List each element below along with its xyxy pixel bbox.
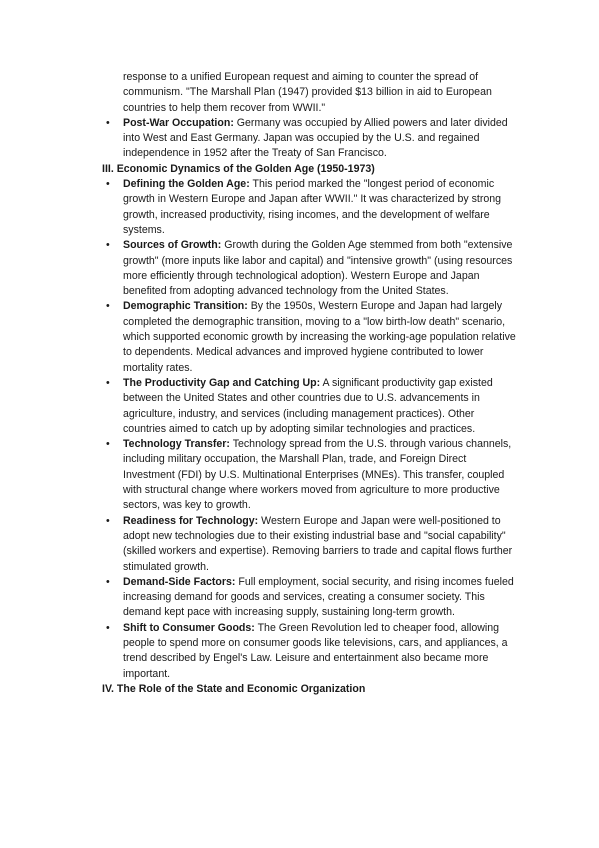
section-heading-iii: III. Economic Dynamics of the Golden Age (1950-1973): [102, 162, 375, 175]
section2-bullet-list: [102, 116, 518, 162]
bullet-icon: •: [106, 621, 110, 634]
section-heading-iv: IV. The Role of the State and Economic Organization: [102, 682, 366, 695]
bullet-text: By the 1950s, Western Europe and Japan had largely completed the demographic transition, moving to a "low birth-low death" scenario, which supported economic growth by increasing the working-age population relative to dependents. Medical advances and improved hygiene contributed to lower mortality rates.: [123, 300, 516, 374]
bullet-demographic-transition: [102, 299, 518, 375]
bullet-text: This period marked the "longest period of economic growth in Western Europe and Japan after WWII." It was characterized by strong growth, increased productivity, rising incomes, and the development of welfare systems.: [123, 178, 502, 236]
bullet-text: The Green Revolution led to cheaper food, allowing people to spend more on consumer goods like televisions, cars, and appliances, a trend described by Engel's Law. Leisure and entertainment also became more important.: [123, 621, 508, 680]
bullet-sources-of-growth: [102, 238, 518, 299]
bullet-post-war-occupation: [102, 116, 518, 162]
bullet-icon: •: [106, 178, 110, 191]
bullet-text: Western Europe and Japan were well-positioned to adopt new technologies due to their existing industrial base and "social capability" (skilled workers and expertise). Removing barriers to trade and capital flows further stimulated growth.: [123, 514, 513, 573]
bullet-icon: •: [106, 438, 110, 451]
bullet-text: Technology spread from the U.S. through various channels, including military occupation, the Marshall Plan, trade, and Foreign Direct Investment (FDI) by U.S. Multinational Enterprises (MNEs). This transfer, coupled with structural change where workers moved from agriculture to more productive sectors, was key to growth.: [123, 438, 512, 512]
bullet-readiness-for-technology: [102, 514, 518, 575]
section3-bullet-list: [102, 177, 518, 682]
bullet-icon: •: [106, 376, 110, 389]
bullet-demand-side-factors: [102, 575, 518, 621]
bullet-text: Germany was occupied by Allied powers and later divided into West and East Germany. Japan was occupied by the U.S. and regained independence in 1952 after the Treaty of San Francisco.: [123, 116, 508, 160]
bullet-icon: •: [106, 300, 110, 313]
bullet-text: Growth during the Golden Age stemmed from both "extensive growth" (more inputs like labor and capital) and "intensive growth" (using resources more efficiently through technological adoption). Western Europe and Japan benefited from adopting advanced technology from the United States.: [123, 239, 513, 298]
bullet-defining-golden-age: [102, 177, 518, 238]
bullet-text: Full employment, social security, and rising incomes fueled increasing demand for goods and services, creating a consumer society. This demand kept pace with increasing supply, sustaining long-term growth.: [123, 575, 514, 619]
document-body: [102, 70, 518, 697]
bullet-term: Post-War Occupation:: [123, 116, 234, 129]
bullet-icon: •: [106, 514, 110, 527]
bullet-technology-transfer: [102, 437, 518, 513]
bullet-term: Demographic Transition:: [123, 300, 248, 313]
bullet-shift-to-consumer-goods: [102, 621, 518, 682]
bullet-text: A significant productivity gap existed between the United States and other countries due to U.S. advancements in agriculture, industry, and services (including management practices). Other countries aimed to catch up by adopting similar technologies and practices.: [123, 376, 493, 435]
bullet-term: Technology Transfer:: [123, 438, 230, 451]
bullet-term: Demand-Side Factors:: [123, 575, 236, 588]
bullet-term: Defining the Golden Age:: [123, 178, 250, 191]
bullet-icon: •: [106, 239, 110, 252]
bullet-term: The Productivity Gap and Catching Up:: [123, 376, 321, 389]
bullet-icon: •: [106, 116, 110, 129]
bullet-icon: •: [106, 575, 110, 588]
bullet-term: Sources of Growth:: [123, 239, 222, 252]
continuation-paragraph: response to a unified European request and aiming to counter the spread of communism. "The Marshall Plan (1947) provided $13 billion in aid to European countries to help them recover from WWII.": [123, 71, 492, 114]
bullet-productivity-gap: [102, 376, 518, 437]
bullet-term: Readiness for Technology:: [123, 514, 259, 527]
bullet-term: Shift to Consumer Goods:: [123, 621, 255, 634]
